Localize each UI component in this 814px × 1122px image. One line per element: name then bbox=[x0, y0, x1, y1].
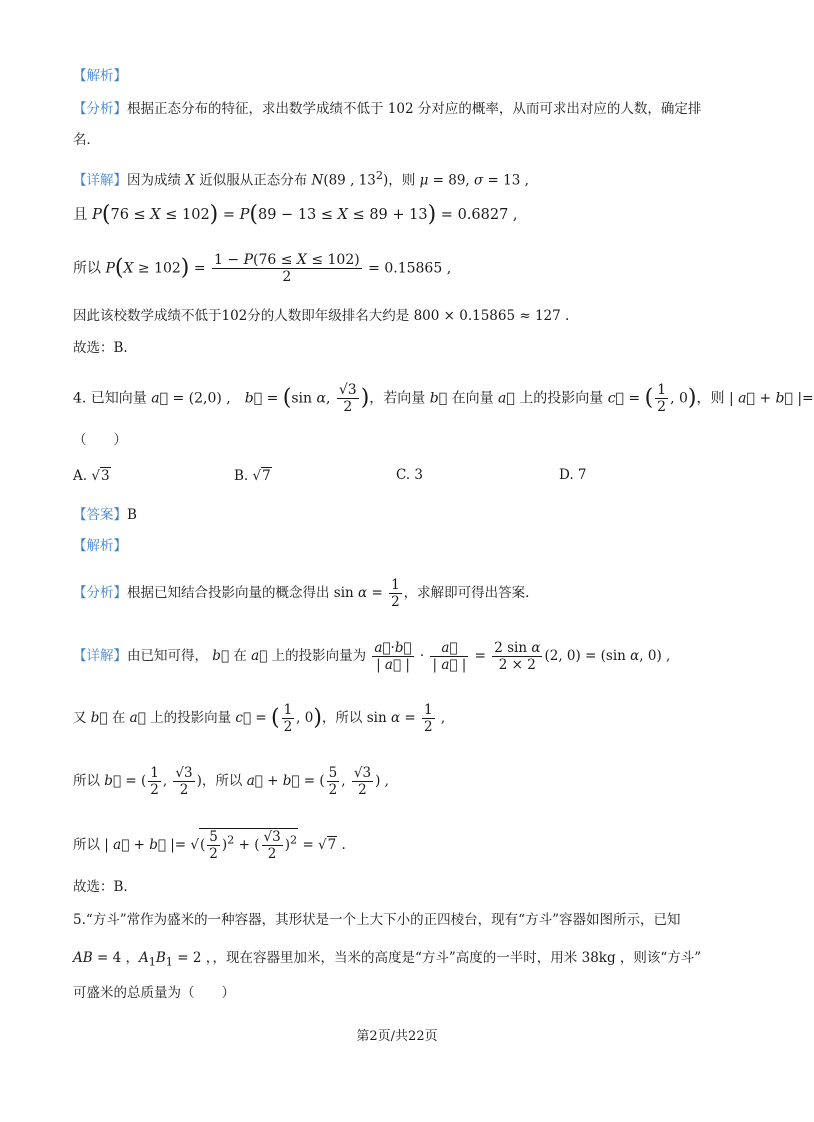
q3-detail-line2: 且 P(76 ≤ X ≤ 102) = P(89 − 13 ≤ X ≤ 89 + 13) = 0.6827 , bbox=[73, 202, 518, 227]
q5-line3: 可盛米的总质量为（ ） bbox=[73, 985, 235, 1001]
q4-jiexi-tag: 【解析】 bbox=[73, 538, 127, 554]
q4-stem: 4. 已知向量 a⃗ = (2,0) , b⃗ = (sin α, $\frac{√3}{2}$ )，若向量 b⃗ 在向量 a⃗ 上的投影向量 c⃗ = ( $\frac{1}{2}$ , 0)，则 | a⃗ + b⃗ |= bbox=[73, 382, 814, 415]
q4-choose: 故选：B. bbox=[73, 879, 128, 895]
option-c: C. 3 bbox=[396, 467, 424, 483]
q3-fenxi-line2: 名． bbox=[73, 132, 100, 148]
q4-answer: 【答案】B bbox=[73, 507, 137, 523]
q3-detail-line1: 【详解】因为成绩 X 近似服从正态分布 N(89 , $13^2$)，则 μ = 89, σ = 13 , bbox=[73, 169, 529, 189]
q3-answer: 故选：B. bbox=[73, 340, 128, 356]
q3-jiexi-tag: 【解析】 bbox=[73, 68, 127, 84]
q3-fenxi-line1: 【分析】根据正态分布的特征，求出数学成绩不低于 102 分对应的概率，从而可求出对应的人数，确定排 bbox=[73, 101, 702, 117]
q5-line2: AB = 4 ，$A_1B_1 = 2$ ，，现在容器里加米，当米的高度是“方斗”高度的一半时，用米 38kg ，则该“方斗” bbox=[73, 950, 702, 969]
option-b: B. √7 bbox=[234, 468, 271, 484]
q4-detail3: 所以 b⃗ = ( $\frac{1}{2}$ , $\frac{√3}{2}$ )，所以 a⃗ + b⃗ = ( $\frac{5}{2}$ , $\frac{√3}{2}$ ) , bbox=[73, 765, 389, 798]
q4-detail2: 又 b⃗ 在 a⃗ 上的投影向量 c⃗ = ( $\frac{1}{2}$ , 0)，所以 sin α = $\frac{1}{2}$ , bbox=[73, 702, 446, 735]
page-footer: 第2页/共22页 bbox=[356, 1029, 438, 1044]
q4-fenxi: 【分析】根据已知结合投影向量的概念得出 sin α = $\frac{1}{2}$ ，求解即可得出答案. bbox=[73, 577, 530, 610]
q5-line1: 5.“方斗”常作为盛米的一种容器，其形状是一个上大下小的正四棱台，现有“方斗”容器如图所示，已知 bbox=[73, 912, 681, 928]
q3-detail-line3: 所以 P(X ≥ 102) = $\frac{1 - P(76 \le X \le 102)}{2}$ = 0.15865 , bbox=[73, 252, 452, 285]
q3-detail-line4: 因此该校数学成绩不低于102分的人数即年级排名大约是 800 × 0.15865 ≈ 127 . bbox=[73, 308, 570, 324]
q4-detail4: 所以 | a⃗ + b⃗ |= √( $\frac{5}{2}$ )$^2$ + ( $\frac{√3}{2}$ )$^2$ = √7 . bbox=[73, 829, 346, 862]
option-d: D. 7 bbox=[559, 467, 587, 483]
option-a: A. √3 bbox=[73, 468, 110, 484]
q4-detail1: 【详解】由已知可得， b⃗ 在 a⃗ 上的投影向量为 $\frac{a⃗\cdot b⃗}{| a⃗ |}$ · $\frac{a⃗}{| a⃗ |}$ = $\frac{\text{2 sin α}}{2 \times 2}$ (2, 0) = (sin α, 0) , bbox=[73, 640, 671, 673]
q4-paren: （ ） bbox=[73, 432, 127, 448]
